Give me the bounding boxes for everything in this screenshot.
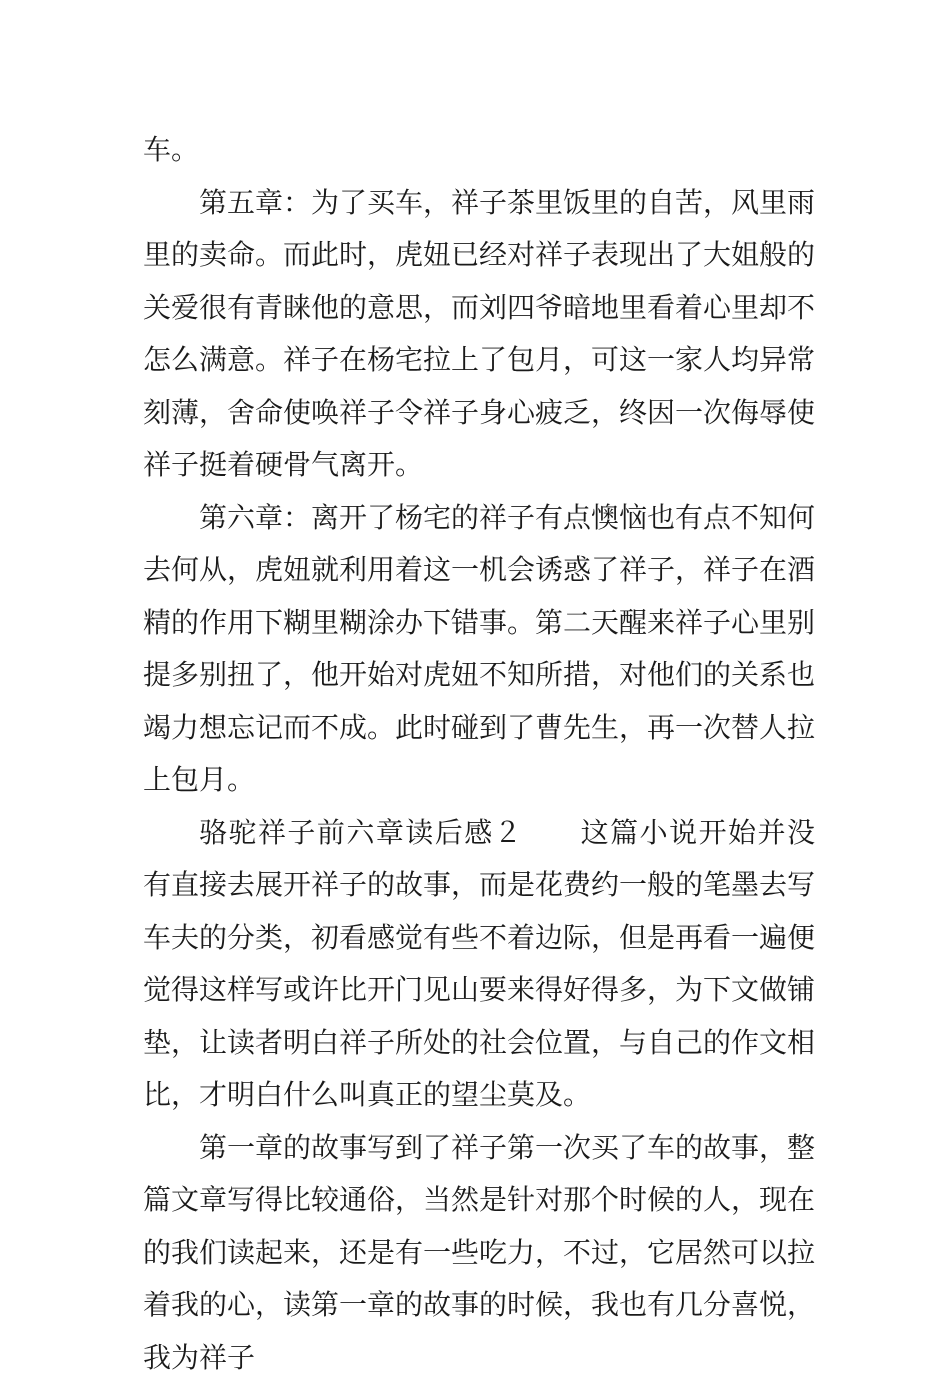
paragraph-text: 第一章的故事写到了祥子第一次买了车的故事，整篇文章写得比较通俗，当然是针对那个时候的人，现在的我们读起来，还是有一些吃力，不过，它居然可以拉着我的心，读第一章的故事的时候，我也有几分喜悦，我为祥子: [143, 1131, 815, 1374]
paragraph-continuation: [143, 124, 815, 177]
paragraph-text: 第五章：为了买车，祥子茶里饭里的自苦，风里雨里的卖命。而此时，虎妞已经对祥子表现出了大姐般的关爱很有青睐他的意思，而刘四爷暗地里看着心里却不怎么满意。祥子在杨宅拉上了包月，可这一家人均异常刻薄，舍命使唤祥子令祥子身心疲乏，终因一次侮辱使祥子挺着硬骨气离开。: [143, 186, 815, 482]
paragraph-chapter-1-review: [143, 1122, 815, 1384]
paragraph-text: 这篇小说开始并没有直接去展开祥子的故事，而是花费约一般的笔墨去写车夫的分类，初看感觉有些不着边际，但是再看一遍便觉得这样写或许比开门见山要来得好得多，为下文做铺垫，让读者明白祥子所处的社会位置，与自己的作文相比，才明白什么叫真正的望尘莫及。: [143, 816, 815, 1112]
paragraph-chapter-5: [143, 177, 815, 492]
paragraph-text: 第六章：离开了杨宅的祥子有点懊恼也有点不知何去何从，虎妞就利用着这一机会诱惑了祥子，祥子在酒精的作用下糊里糊涂办下错事。第二天醒来祥子心里别提多别扭了，他开始对虎妞不知所措，对他们的关系也竭力想忘记而不成。此时碰到了曹先生，再一次替人拉上包月。: [143, 501, 815, 797]
paragraph-essay-2: [143, 807, 815, 1122]
paragraph-text: 车。: [143, 133, 199, 166]
essay-heading: 骆驼祥子前六章读后感２: [199, 816, 523, 849]
paragraph-chapter-6: [143, 492, 815, 807]
document-body: [143, 124, 815, 1384]
